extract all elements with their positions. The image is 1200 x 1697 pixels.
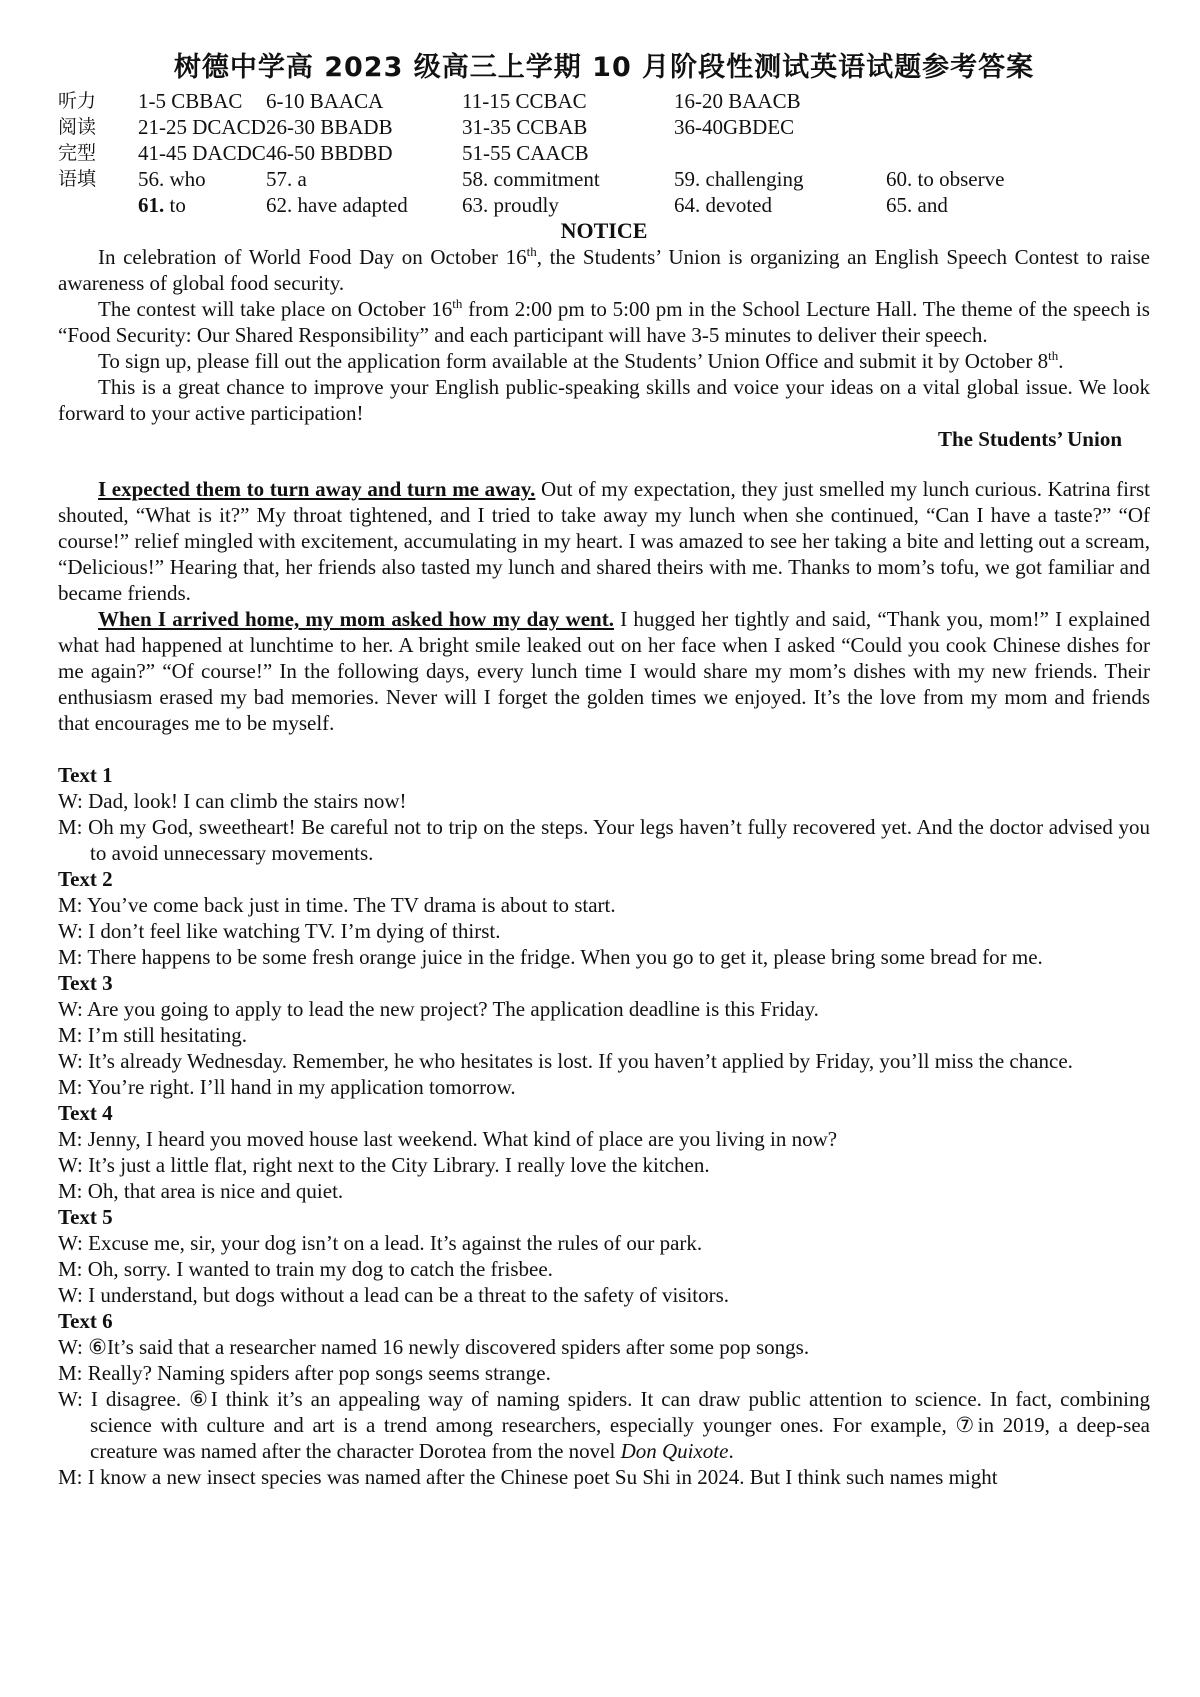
dialogue-line: W: Dad, look! I can climb the stairs now! [58, 789, 407, 813]
answer-cell: 1-5 CBBAC [138, 89, 243, 113]
document-page [58, 52, 1150, 1490]
dialogue-line: M: You’ve come back just in time. The TV drama is about to start. [58, 893, 616, 917]
dialogue-line: M: Oh my God, sweetheart! Be careful not to trip on the steps. Your legs haven’t fully recovered yet. And the doctor advised you to avoid unnecessary movements. [58, 815, 1150, 865]
answer-cell: 63. proudly [462, 193, 559, 217]
answer-cell: 31-35 CCBAB [462, 115, 588, 139]
dialogue-line: M: I know a new insect species was named after the Chinese poet Su Shi in 2024. But I think such names might [58, 1465, 998, 1489]
notice-paragraph: In celebration of World Food Day on October 16th, the Students’ Union is organizing an English Speech Contest to raise awareness of global food security. [58, 244, 1151, 295]
answer-cell: 21-25 DCACD [138, 115, 266, 139]
answer-label-reading: 阅读 [58, 116, 97, 138]
story-paragraph: I expected them to turn away and turn me away. Out of my expectation, they just smelled my lunch curious. Katrina first shouted, “What is it?” My throat tightened, and I tried to take away my lunch when she continued, “Can I have a taste?” “Of course!” relief mingled with excitement, accumulating in my heart. I was amazed to see her taking a bite and letting out a scream, “Delicious!” Hearing that, her friends also tasted my lunch and shared theirs with me. Thanks to mom’s tofu, we got familiar and became friends. [58, 477, 1150, 605]
answer-cell: 58. commitment [462, 167, 600, 191]
text-heading: Text 3 [58, 971, 113, 995]
answer-cell: 64. devoted [674, 193, 772, 217]
answer-cell [886, 140, 1066, 166]
page-title: 树德中学高 2023 级高三上学期 10 月阶段性测试英语试题参考答案 [173, 52, 1035, 83]
answer-cell: 6-10 BAACA [266, 89, 384, 113]
answer-cell: 60. to observe [886, 167, 1005, 191]
answer-cell: 46-50 BBDBD [266, 141, 393, 165]
answer-cell: 65. and [886, 193, 948, 217]
answer-cell [886, 114, 1066, 140]
answer-cell: 56. who [138, 167, 206, 191]
answer-cell [138, 192, 266, 218]
dialogue-line: W: I disagree. ⑥I think it’s an appealing way of naming spiders. It can draw public attention to science. In fact, combining science with culture and art is a trend among researchers, especially younger ones. For example, ⑦in 2019, a deep-sea creature was named after the character Dorotea from the novel Don Quixote. [58, 1387, 1150, 1463]
dialogue-line: W: It’s just a little flat, right next to the City Library. I really love the kitchen. [58, 1153, 710, 1177]
answer-cell: 62. have adapted [266, 193, 408, 217]
dialogue-line: M: Oh, that area is nice and quiet. [58, 1179, 344, 1203]
answer-label-grammar-fill: 语填 [58, 168, 97, 190]
dialogue-line: W: I understand, but dogs without a lead can be a threat to the safety of visitors. [58, 1283, 730, 1307]
answer-label-cloze: 完型 [58, 142, 97, 164]
answer-value: to [164, 193, 186, 217]
dialogue-line: M: Oh, sorry. I wanted to train my dog to catch the frisbee. [58, 1257, 553, 1281]
answer-key [58, 88, 1150, 218]
answer-label-empty [58, 192, 138, 218]
dialogue-line: W: It’s already Wednesday. Remember, he who hesitates is lost. If you haven’t applied by Friday, you’ll miss the chance. [58, 1049, 1073, 1073]
dialogue-line: W: Excuse me, sir, your dog isn’t on a lead. It’s against the rules of our park. [58, 1231, 703, 1255]
dialogue-line: M: There happens to be some fresh orange juice in the fridge. When you go to get it, please bring some bread for me. [58, 945, 1043, 969]
answer-cell: 41-45 DACDC [138, 141, 266, 165]
answer-cell: 26-30 BBADB [266, 115, 393, 139]
story-paragraph: When I arrived home, my mom asked how my day went. I hugged her tightly and said, “Thank you, mom!” I explained what had happened at lunchtime to her. A bright smile leaked out on her face when I asked “Could you cook Chinese dishes for me again?” “Of course!” In the following days, every lunch time I would share my mom’s dishes with my new friends. Their enthusiasm erased my bad memories. Never will I forget the golden times we enjoyed. It’s the love from my mom and friends that encourages me to be myself. [58, 607, 1151, 735]
text-heading: Text 1 [58, 763, 113, 787]
dialogue-line: W: Are you going to apply to lead the new project? The application deadline is this Friday. [58, 997, 819, 1021]
answer-cell: 57. a [266, 167, 307, 191]
notice-paragraph: This is a great chance to improve your English public-speaking skills and voice your ideas on a vital global issue. We look forward to your active participation! [58, 375, 1150, 425]
dialogue-line: M: I’m still hesitating. [58, 1023, 247, 1047]
text-heading: Text 4 [58, 1101, 113, 1125]
answer-cell: 59. challenging [674, 167, 804, 191]
answer-cell [674, 140, 886, 166]
notice-heading: NOTICE [560, 218, 648, 243]
text-heading: Text 5 [58, 1205, 113, 1229]
dialogue-line: M: You’re right. I’ll hand in my application tomorrow. [58, 1075, 516, 1099]
story-lead-sentence: When I arrived home, my mom asked how my day went. [98, 607, 614, 631]
listening-transcript [58, 762, 1150, 1490]
text-heading: Text 6 [58, 1309, 113, 1333]
answer-cell: 16-20 BAACB [674, 89, 801, 113]
answer-label-listening: 听力 [58, 90, 97, 112]
notice-paragraph: The contest will take place on October 16th from 2:00 pm to 5:00 pm in the School Lecture Hall. The theme of the speech is “Food Security: Our Shared Responsibility” and each participant will have 3-5 minutes to deliver their speech. [58, 296, 1150, 347]
story-lead-sentence: I expected them to turn away and turn me away. [98, 477, 536, 501]
dialogue-line: M: Really? Naming spiders after pop songs seems strange. [58, 1361, 551, 1385]
answer-cell: 51-55 CAACB [462, 141, 589, 165]
notice-paragraph: To sign up, please fill out the application form available at the Students’ Union Office and submit it by October 8th. [98, 348, 1064, 373]
answer-cell: 36-40GBDEC [674, 115, 795, 139]
answer-cell: 11-15 CCBAC [462, 89, 587, 113]
answer-number: 61. [138, 193, 165, 217]
answer-cell [886, 88, 1066, 114]
novel-title: Don Quixote [620, 1439, 729, 1463]
dialogue-line: W: ⑥It’s said that a researcher named 16 newly discovered spiders after some pop songs. [58, 1335, 810, 1359]
notice-signature: The Students’ Union [938, 427, 1122, 451]
text-heading: Text 2 [58, 867, 113, 891]
dialogue-line: M: Jenny, I heard you moved house last weekend. What kind of place are you living in now? [58, 1127, 838, 1151]
dialogue-line: W: I don’t feel like watching TV. I’m dying of thirst. [58, 919, 501, 943]
